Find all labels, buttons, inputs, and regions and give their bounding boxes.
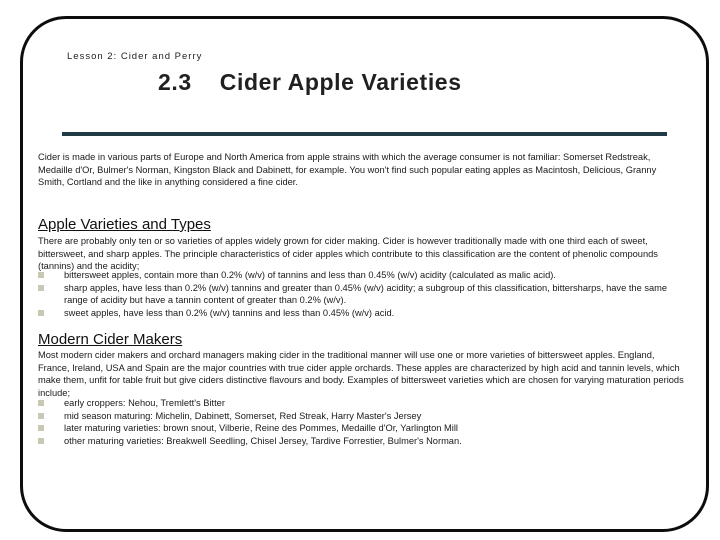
lesson-label: Lesson 2: Cider and Perry [67, 51, 203, 62]
section-body-cider-makers: Most modern cider makers and orchard managers making cider in the traditional manner will use one or more varieties of bittersweet apples. England, France, Ireland, USA and Spain are the major countries with true cider apple orchards. These apples are characterized by high acid and tannin levels, which make them, unfit for table fruit but give ciders distinctive flavours and body. Examples of bittersweet varieties which are chosen for varying maturation periods include; [38, 350, 684, 398]
list-item [38, 435, 688, 448]
list-item [38, 397, 688, 410]
title-divider [62, 132, 667, 136]
list-item [38, 282, 690, 307]
section-body-varieties: There are probably only ten or so varieties of apples widely grown for cider making. Cider is however traditionally made with one third each of sweet, bittersweet, and sharp apples. The principle characteristics of cider apples which contribute to this classification are the content of phenolic compounds (tannins) and the acidity; [38, 236, 658, 271]
bullet-marker [38, 438, 44, 444]
bullet-marker [38, 413, 44, 419]
list-item-text: bittersweet apples, contain more than 0.2% (w/v) of tannins and less than 0.45% (w/v) acidity (calculated as malic acid). [64, 270, 556, 280]
list-item-text: other maturing varieties: Breakwell Seedling, Chisel Jersey, Tardive Forrestier, Bulmer's Norman. [64, 435, 462, 446]
list-item-text: later maturing varieties: brown snout, Vilberie, Reine des Pommes, Medaille d'Or, Yarlington Mill [64, 423, 458, 433]
bullet-marker [38, 285, 44, 291]
slide-title [158, 69, 462, 96]
bullet-marker [38, 425, 44, 431]
list-item [38, 410, 688, 423]
list-item-text: early croppers: Nehou, Tremlett's Bitter [64, 398, 225, 408]
bullet-list-cider-makers [38, 397, 688, 447]
list-item [38, 307, 690, 320]
bullet-list-varieties [38, 269, 690, 319]
bullet-marker [38, 272, 44, 278]
title-number: 2.3 [158, 69, 192, 95]
list-item-text: sweet apples, have less than 0.2% (w/v) tannins and less than 0.45% (w/v) acid. [64, 307, 395, 318]
list-item-text: sharp apples, have less than 0.2% (w/v) tannins and greater than 0.45% (w/v) acidity; a subgroup of this classification, bittersharps, have the same range of acidity but have a tannin content of greater than 0.2% (w/v). [64, 282, 668, 305]
section-heading-varieties: Apple Varieties and Types [38, 216, 211, 233]
intro-paragraph: Cider is made in various parts of Europe and North America from apple strains with which the average consumer is not familiar: Somerset Redstreak, Medaille d'Or, Bulmer's Norman, Kingston Black and Dabinett, for example. You won't find such popular eating apples as Macintosh, Delicious, Granny Smith, Cortland and the like in anything considered a fine cider. [38, 152, 657, 187]
title-text: Cider Apple Varieties [219, 69, 462, 95]
list-item-text: mid season maturing: Michelin, Dabinett, Somerset, Red Streak, Harry Master's Jersey [64, 410, 422, 421]
bullet-marker [38, 400, 44, 406]
bullet-marker [38, 310, 44, 316]
list-item [38, 422, 688, 435]
list-item [38, 269, 690, 282]
section-heading-cider-makers: Modern Cider Makers [38, 331, 183, 348]
